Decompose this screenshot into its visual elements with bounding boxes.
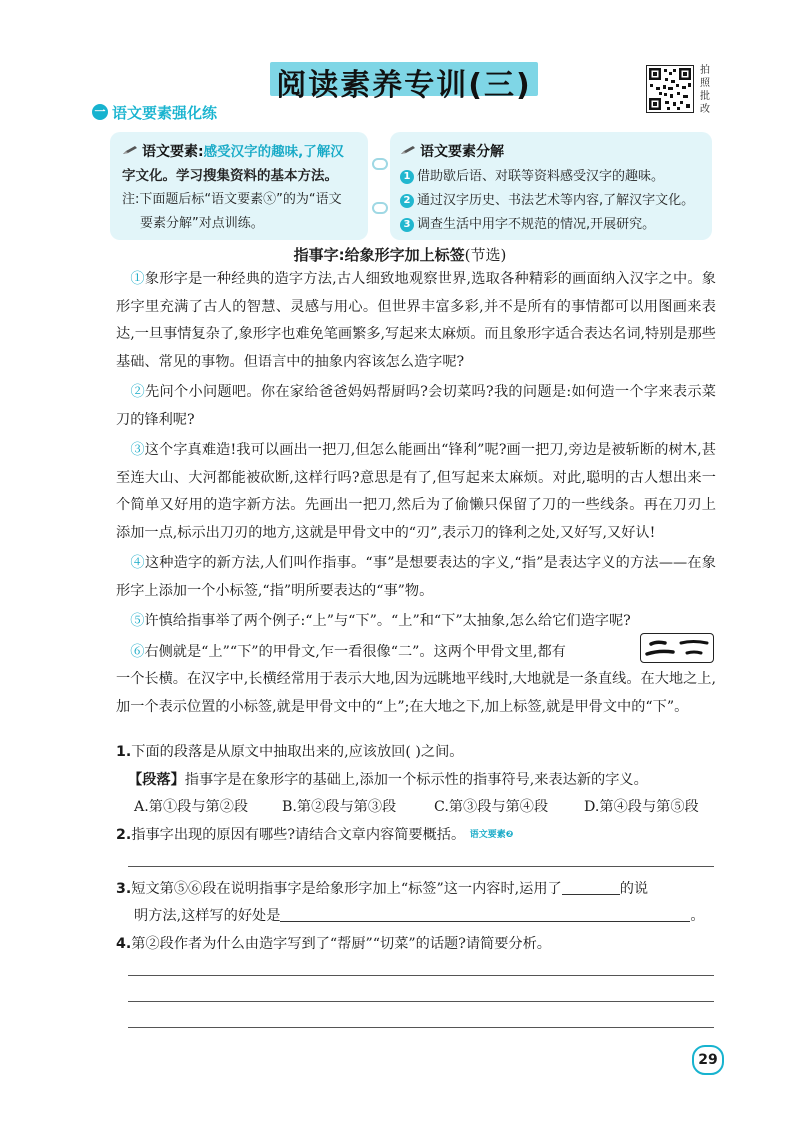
- breakdown-head: 语文要素分解: [420, 144, 504, 160]
- pencil-icon: [400, 145, 416, 155]
- question-1-options: [134, 794, 724, 821]
- element-head: 语文要素: [142, 144, 198, 160]
- option-d[interactable]: D.第④段与第⑤段: [584, 799, 699, 815]
- item-text: 借助歇后语、对联等资料感受汉字的趣味。: [417, 169, 665, 184]
- paragraph-6: [116, 639, 716, 667]
- paragraph-number: ⑥: [130, 643, 145, 660]
- paragraph-5: [116, 608, 716, 636]
- answer-blank[interactable]: [562, 894, 620, 895]
- question-number: 4.: [116, 936, 132, 952]
- paragraph-text: 这种造字的新方法,人们叫作指事。“事”是想要表达的字义,“指”是表达字义的方法——在象形字上添加一个小标签,“指”明所要表达的“事”物。: [116, 555, 716, 599]
- paragraph-3: [116, 437, 716, 547]
- question-number: 1.: [116, 744, 132, 760]
- qr-code[interactable]: [646, 65, 694, 113]
- option-c[interactable]: C.第③段与第④段: [434, 799, 549, 815]
- binder-ring: [372, 158, 388, 170]
- question-text-end: 。: [690, 908, 705, 924]
- article-title-text: 指事字:给象形字加上标签: [293, 246, 465, 264]
- option-b[interactable]: B.第②段与第③段: [282, 799, 397, 815]
- paragraph-text: 先问个小问题吧。你在家给爸爸妈妈帮厨吗?会切菜吗?我的问题是:如何造一个字来表示菜刀的锋利呢?: [116, 384, 716, 428]
- pencil-icon: [122, 145, 138, 155]
- answer-blank[interactable]: [280, 921, 690, 922]
- question-text: 下面的段落是从原文中抽取出来的,应该放回( )之间。: [131, 744, 464, 760]
- paragraph-number: ①: [130, 271, 145, 287]
- question-1-paragraph: [128, 767, 728, 794]
- breakdown-item: [400, 165, 710, 189]
- oracle-bone-glyphs-image: [640, 633, 714, 663]
- binder-ring: [372, 202, 388, 214]
- section-marker: 一: [92, 104, 108, 120]
- paragraph-text: 许慎给指事举了两个例子:“上”与“下”。“上”和“下”太抽象,怎么给它们造字呢?: [144, 613, 631, 629]
- paragraph-2: [116, 379, 716, 434]
- question-text-cont: 的说: [619, 881, 649, 897]
- answer-line[interactable]: [128, 866, 714, 867]
- qr-code-icon: [647, 66, 693, 112]
- oracle-bone-glyphs-icon: [641, 634, 713, 662]
- page-number: 29: [692, 1045, 724, 1075]
- item-number: 3: [400, 218, 414, 232]
- question-number: 2.: [116, 827, 132, 843]
- answer-line[interactable]: [128, 1001, 714, 1002]
- paragraph-number: ②: [130, 384, 145, 400]
- answer-line[interactable]: [128, 975, 714, 976]
- element-tag: 语文要素❷: [469, 830, 514, 840]
- element-highlight-2: 字文化。学习搜集资料的基本方法。: [122, 168, 338, 184]
- question-number: 3.: [116, 881, 132, 897]
- question-2: [116, 822, 716, 849]
- element-note-2: 要素分解”对点训练。: [140, 216, 264, 231]
- breakdown-item: [400, 189, 710, 213]
- item-number: 2: [400, 194, 414, 208]
- paragraph-text: 这个字真难造!我可以画出一把刀,但怎么能画出“锋利”呢?画一把刀,旁边是被斩断的树木,甚至连大山、大河都能被砍断,这样行吗?意思是有了,但写起来太麻烦。对此,聪明的古人想出来一个简单又好用的造字新方法。先画出一把刀,然后为了偷懒只保留了刀的一些线条。再在刀刃上添加一点,标示出刀刃的地方,这就是甲骨文中的“刃”,表示刀的锋利之处,又好写,又好认!: [116, 442, 716, 541]
- paragraph-4: [116, 550, 716, 605]
- paragraph-content: 指事字是在象形字的基础上,添加一个标示性的指事符号,来表达新的字义。: [184, 772, 648, 788]
- element-breakdown-content: [400, 140, 710, 237]
- paragraph-number: ④: [130, 555, 145, 571]
- paragraph-label: 【段落】: [128, 772, 185, 788]
- qr-caption: 拍照批改: [700, 65, 710, 115]
- paragraph-6-continued: 一个长横。在汉字中,长横经常用于表示大地,因为远眺地平线时,大地就是一条直线。在大地之上,加一个表示位置的小标签,就是甲骨文中的“上”;在大地之下,加上标签,就是甲骨文中的“下”。: [116, 671, 716, 715]
- breakdown-item: [400, 213, 710, 237]
- element-highlight-1: 感受汉字的趣味,了解汉: [203, 144, 344, 160]
- article-title: [0, 244, 800, 265]
- item-text: 调查生活中用字不规范的情况,开展研究。: [417, 217, 656, 232]
- answer-line[interactable]: [128, 1027, 714, 1028]
- question-3: [116, 876, 716, 903]
- item-number: 1: [400, 170, 414, 184]
- paragraph-number: ③: [130, 442, 145, 458]
- paragraph-text: 象形字是一种经典的造字方法,古人细致地观察世界,选取各种精彩的画面纳入汉字之中。象形字里充满了古人的智慧、灵感与用心。但世界丰富多彩,并不是所有的事情都可以用图画来表达,一旦事情复杂了,象形字也难免笔画繁多,写起来太麻烦。而且象形字适合表达名词,特别是那些基础、常见的事物。但语言中的抽象内容该怎么造字呢?: [116, 271, 716, 370]
- question-4: [116, 931, 716, 958]
- section-label: 语文要素强化练: [112, 104, 218, 122]
- paragraph-1: [116, 266, 716, 376]
- question-text: 第②段作者为什么由造字写到了“帮厨”“切菜”的话题?请简要分析。: [131, 936, 551, 952]
- element-note-1: 注:下面题后标“语文要素ⓧ”的为“语文: [122, 192, 342, 207]
- option-a[interactable]: A.第①段与第②段: [134, 799, 249, 815]
- element-colon: :: [198, 144, 204, 160]
- question-text: 指事字出现的原因有哪些?请结合文章内容简要概括。: [131, 827, 466, 843]
- article-title-note: (节选): [464, 246, 507, 264]
- question-text: 短文第⑤⑥段在说明指事字是给象形字加上“标签”这一内容时,运用了: [131, 881, 562, 897]
- paragraph-number: ⑤: [130, 613, 145, 629]
- page-title: 阅读素养专训(三): [276, 68, 532, 103]
- paragraph-text: 右侧就是“上”“下”的甲骨文,乍一看很像“二”。这两个甲骨文里,都有: [144, 643, 566, 660]
- article-body: [116, 266, 716, 721]
- item-text: 通过汉字历史、书法艺术等内容,了解汉字文化。: [417, 193, 695, 208]
- question-3-cont: [134, 903, 734, 930]
- question-1: [116, 739, 716, 766]
- question-text: 明方法,这样写的好处是: [134, 908, 281, 924]
- element-box-content: [122, 140, 366, 236]
